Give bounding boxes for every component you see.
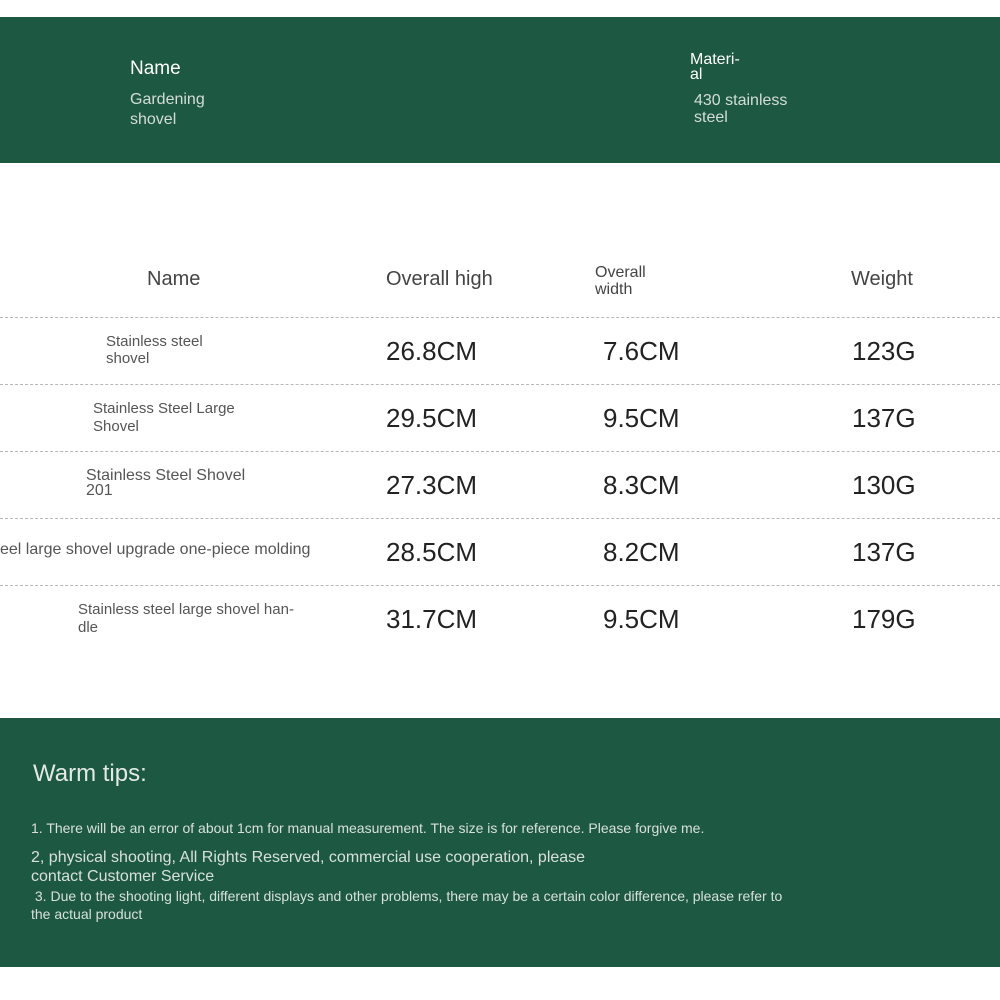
col-header-weight: Weight [851, 268, 913, 290]
row2-name-line1: Stainless Steel Large [93, 400, 235, 417]
name-value-line2: shovel [130, 111, 177, 128]
material-label-line1: Materi- [690, 51, 740, 68]
row-divider [0, 451, 1000, 452]
tip-3-line1: 3. Due to the shooting light, different displays and other problems, there may be a certain color difference, please refer to [31, 888, 783, 904]
tip-1: 1. There will be an error of about 1cm for manual measurement. The size is for reference. Please forgive me. [31, 820, 705, 836]
row3-width: 8.3CM [603, 470, 680, 500]
tip-3-line2: the actual product [31, 906, 143, 922]
col-header-name: Name [147, 268, 201, 290]
row5-weight: 179G [852, 604, 916, 634]
material-label-line2: al [690, 66, 703, 83]
row-divider [0, 384, 1000, 385]
row5-name-line1: Stainless steel large shovel han- [78, 601, 294, 618]
material-value-line1: 430 stainless [694, 92, 788, 109]
tips-title: Warm tips: [33, 760, 147, 787]
row5-high: 31.7CM [386, 604, 478, 634]
row4-width: 8.2CM [603, 537, 680, 567]
row2-weight: 137G [852, 403, 916, 433]
row-divider [0, 317, 1000, 318]
name-label: Name [130, 58, 181, 79]
name-value-line1: Gardening [130, 91, 205, 108]
row2-name-line2: Shovel [93, 418, 139, 435]
row1-width: 7.6CM [603, 336, 680, 366]
row3-high: 27.3CM [386, 470, 478, 500]
col-header-overall-width-line2: width [595, 281, 633, 298]
row1-name-line2: shovel [106, 350, 150, 367]
row4-weight: 137G [852, 537, 916, 567]
row4-high: 28.5CM [386, 537, 478, 567]
row3-name-line1: Stainless Steel Shovel [86, 467, 246, 484]
row1-weight: 123G [852, 336, 916, 366]
row5-width: 9.5CM [603, 604, 680, 634]
row2-width: 9.5CM [603, 403, 680, 433]
row3-weight: 130G [852, 470, 916, 500]
row1-high: 26.8CM [386, 336, 478, 366]
row4-name: eel large shovel upgrade one-piece molding [0, 541, 311, 558]
col-header-overall-width-line1: Overall [595, 264, 646, 281]
row1-name-line1: Stainless steel [106, 333, 203, 350]
row3-name-line2: 201 [86, 482, 113, 499]
tips-band [0, 718, 1000, 967]
row5-name-line2: dle [78, 619, 99, 636]
row2-high: 29.5CM [386, 403, 478, 433]
row-divider [0, 518, 1000, 519]
tip-2-line2: contact Customer Service [31, 868, 215, 885]
material-value-line2: steel [694, 109, 728, 126]
col-header-overall-high: Overall high [386, 268, 493, 290]
tip-2-line1: 2, physical shooting, All Rights Reserved, commercial use cooperation, please [31, 849, 586, 866]
row-divider [0, 585, 1000, 586]
